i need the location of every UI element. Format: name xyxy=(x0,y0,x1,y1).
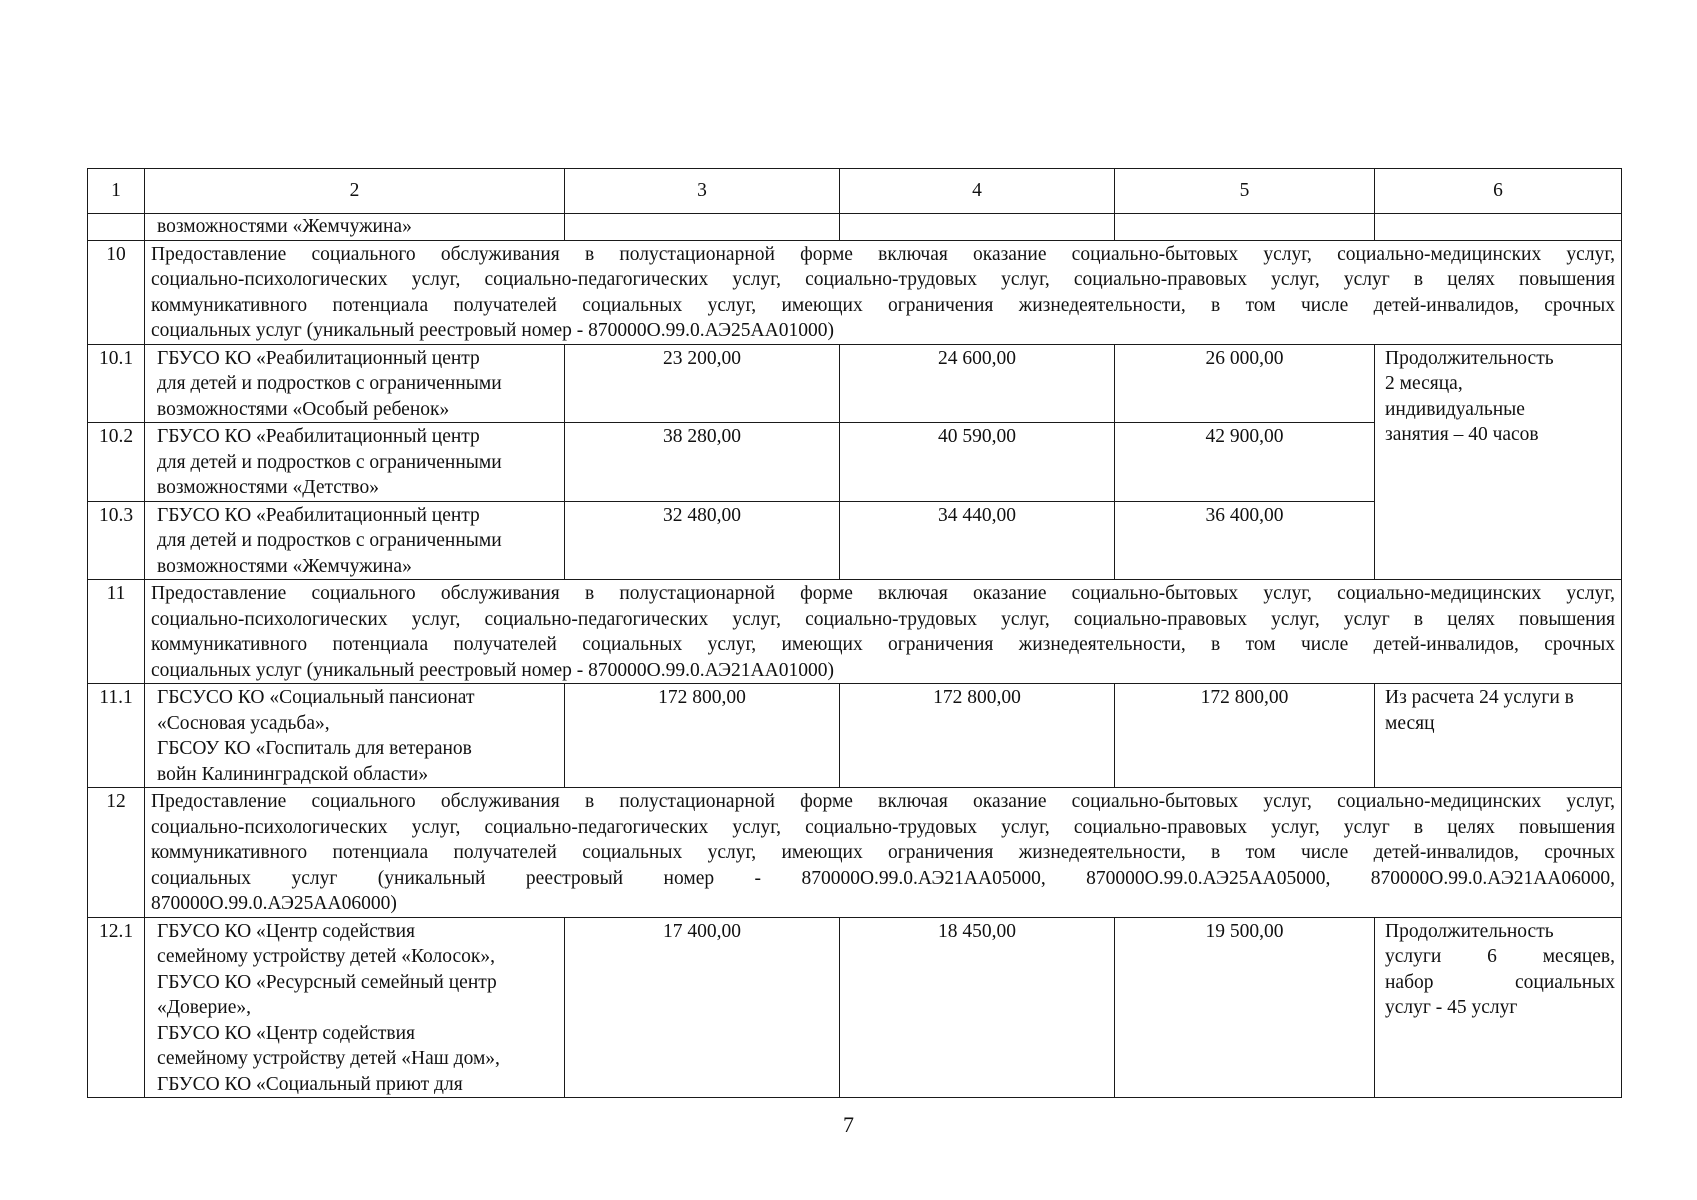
price-2023: 36 400,00 xyxy=(1115,501,1375,580)
column-number-row xyxy=(88,169,1622,214)
note-cell xyxy=(1375,917,1622,1098)
section-text-line: Предоставление социального обслуживания в полустационарной форме включая оказание социально-бытовых услуг, социально-медицинских услуг, xyxy=(151,243,1615,265)
provider-name-line: ГБУСО КО «Социальный приют для xyxy=(157,1073,463,1095)
section-text-line: социальных услуг (уникальный реестровый номер - 870000О.99.0.АЭ21АА05000, 870000О.99.0.АЭ25АА05000, 870000О.99.0.АЭ21АА06000, xyxy=(151,867,1615,889)
section-row-10 xyxy=(88,240,1622,344)
provider-name-line: войн Калининградской области» xyxy=(157,763,429,785)
price-2021: 17 400,00 xyxy=(565,917,840,1098)
note-line: набор социальных xyxy=(1385,971,1615,993)
row-number: 12.1 xyxy=(88,917,145,1098)
provider-name-line: ГБУСО КО «Реабилитационный центр xyxy=(157,504,480,526)
provider-name-line: ГБУСО КО «Ресурсный семейный центр xyxy=(157,971,497,993)
column-number-4: 4 xyxy=(840,169,1115,214)
column-number-3: 3 xyxy=(565,169,840,214)
note-line: месяц xyxy=(1385,712,1435,734)
row-number: 10 xyxy=(88,240,145,344)
provider-name-line: ГБУСО КО «Реабилитационный центр xyxy=(157,426,480,447)
provider-name-line: ГБСУСО КО «Социальный пансионат xyxy=(157,687,475,708)
price-2023: 26 000,00 xyxy=(1115,344,1375,423)
provider-name xyxy=(145,917,565,1098)
section-text-line: социально-психологических услуг, социально-педагогических услуг, социально-трудовых услуг, социально-правовых услуг, услуг в целях повышения xyxy=(151,816,1615,838)
document-page xyxy=(87,168,1621,1098)
note-line: Из расчета 24 услуги в xyxy=(1385,687,1574,708)
provider-name xyxy=(145,344,565,423)
provider-name-line: «Доверие», xyxy=(157,997,252,1018)
row-number: 12 xyxy=(88,788,145,918)
price-2023: 42 900,00 xyxy=(1115,423,1375,502)
section-text-line: Предоставление социального обслуживания в полустационарной форме включая оказание социально-бытовых услуг, социально-медицинских услуг, xyxy=(151,583,1615,604)
row-number: 11 xyxy=(88,580,145,684)
note-line: услуг - 45 услуг xyxy=(1385,997,1518,1018)
row-number: 10.2 xyxy=(88,423,145,502)
note-cell xyxy=(1375,214,1622,241)
note-cell xyxy=(1375,344,1622,580)
provider-name xyxy=(145,501,565,580)
section-text-line: социально-психологических услуг, социально-педагогических услуг, социально-трудовых услуг, социально-правовых услуг, услуг в целях повышения xyxy=(151,608,1615,630)
row-number: 10.3 xyxy=(88,501,145,580)
provider-name-line: ГБУСО КО «Реабилитационный центр xyxy=(157,347,480,369)
row-number: 11.1 xyxy=(88,684,145,788)
provider-name-line: для детей и подростков с ограниченными xyxy=(157,530,502,551)
section-text-line: 870000О.99.0.АЭ25АА06000) xyxy=(151,893,397,914)
provider-name-line: ГБУСО КО «Центр содействия xyxy=(157,920,415,942)
section-description xyxy=(145,580,1622,684)
provider-name xyxy=(145,423,565,502)
section-text-line: коммуникативного потенциала получателей социальных услуг, имеющих ограничения жизнедеятельности, в том числе детей-инвалидов, срочных xyxy=(151,634,1615,655)
section-row-11 xyxy=(88,580,1622,684)
section-description xyxy=(145,788,1622,918)
provider-name-line: «Сосновая усадьба», xyxy=(157,712,330,734)
provider-name-line: возможностями «Особый ребенок» xyxy=(157,398,450,420)
price-2022: 18 450,00 xyxy=(840,917,1115,1098)
row-number xyxy=(88,214,145,241)
provider-name-line: семейному устройству детей «Колосок», xyxy=(157,946,496,967)
price-2022: 24 600,00 xyxy=(840,344,1115,423)
price-2021: 23 200,00 xyxy=(565,344,840,423)
provider-name-line: ГБСОУ КО «Госпиталь для ветеранов xyxy=(157,738,472,759)
note-line: индивидуальные xyxy=(1385,398,1525,420)
provider-name-line: семейному устройству детей «Наш дом», xyxy=(157,1048,500,1069)
section-text-line: коммуникативного потенциала получателей социальных услуг, имеющих ограничения жизнедеятельности, в том числе детей-инвалидов, срочных xyxy=(151,294,1615,316)
provider-name-line: для детей и подростков с ограниченными xyxy=(157,451,502,473)
page-number: 7 xyxy=(843,1112,854,1137)
table-row-10-1 xyxy=(88,344,1622,423)
value-cell xyxy=(565,214,840,241)
value-cell xyxy=(840,214,1115,241)
note-cell xyxy=(1375,684,1622,788)
price-2021: 38 280,00 xyxy=(565,423,840,502)
provider-name xyxy=(145,684,565,788)
price-2022: 40 590,00 xyxy=(840,423,1115,502)
column-number-6: 6 xyxy=(1375,169,1622,214)
value-cell xyxy=(1115,214,1375,241)
tariff-table xyxy=(87,168,1622,1098)
note-line: занятия – 40 часов xyxy=(1385,424,1539,445)
provider-name-line: возможностями «Жемчужина» xyxy=(157,216,412,237)
price-2021: 32 480,00 xyxy=(565,501,840,580)
provider-name-line: возможностями «Детство» xyxy=(157,477,379,498)
section-text-line: социальных услуг (уникальный реестровый номер - 870000О.99.0.АЭ25АА01000) xyxy=(151,320,834,341)
section-text-line: социально-психологических услуг, социально-педагогических услуг, социально-трудовых услуг, социально-правовых услуг, услуг в целях повышения xyxy=(151,269,1615,290)
price-2021: 172 800,00 xyxy=(565,684,840,788)
provider-name-line: для детей и подростков с ограниченными xyxy=(157,373,502,394)
price-2022: 172 800,00 xyxy=(840,684,1115,788)
column-number-5: 5 xyxy=(1115,169,1375,214)
section-row-12 xyxy=(88,788,1622,918)
section-description xyxy=(145,240,1622,344)
provider-name xyxy=(145,214,565,241)
note-line: Продолжительность xyxy=(1385,920,1554,942)
section-text-line: коммуникативного потенциала получателей социальных услуг, имеющих ограничения жизнедеятельности, в том числе детей-инвалидов, срочных xyxy=(151,842,1615,863)
section-text-line: социальных услуг (уникальный реестровый номер - 870000О.99.0.АЭ21АА01000) xyxy=(151,659,834,681)
section-text-line: Предоставление социального обслуживания в полустационарной форме включая оказание социально-бытовых услуг, социально-медицинских услуг, xyxy=(151,791,1615,812)
continuation-row xyxy=(88,214,1622,241)
column-number-2: 2 xyxy=(145,169,565,214)
provider-name-line: возможностями «Жемчужина» xyxy=(157,555,412,577)
column-number-1: 1 xyxy=(88,169,145,214)
price-2022: 34 440,00 xyxy=(840,501,1115,580)
note-line: 2 месяца, xyxy=(1385,373,1463,394)
note-line: услуги 6 месяцев, xyxy=(1385,946,1615,967)
price-2023: 172 800,00 xyxy=(1115,684,1375,788)
table-row-11-1 xyxy=(88,684,1622,788)
note-line: Продолжительность xyxy=(1385,347,1554,369)
provider-name-line: ГБУСО КО «Центр содействия xyxy=(157,1022,415,1044)
price-2023: 19 500,00 xyxy=(1115,917,1375,1098)
table-row-12-1 xyxy=(88,917,1622,1098)
row-number: 10.1 xyxy=(88,344,145,423)
